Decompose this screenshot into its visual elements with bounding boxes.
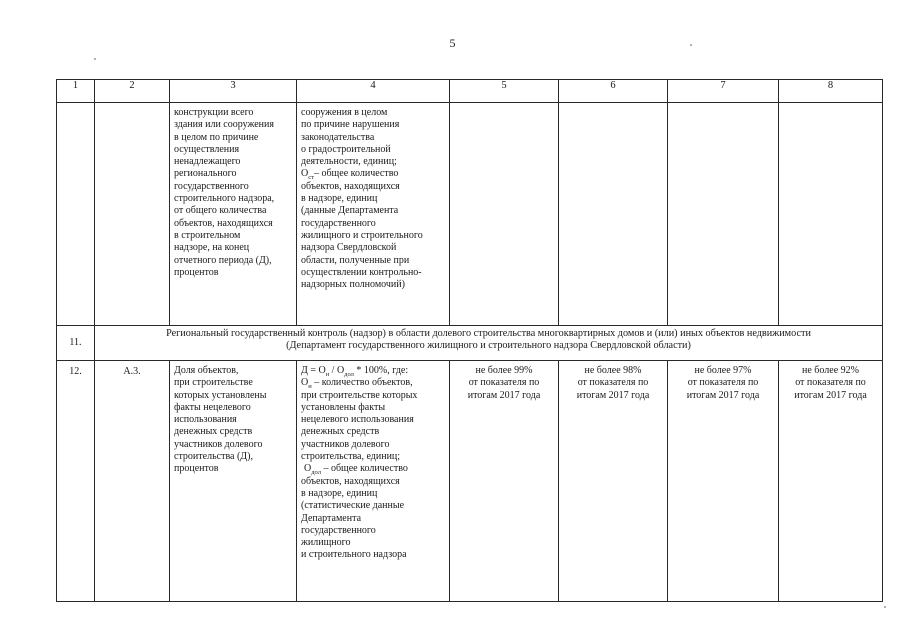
indicator-code: А.3. [95,361,170,602]
indicator-table [56,79,883,602]
table-row [57,103,883,326]
column-header: 6 [559,80,668,103]
table-cell [95,103,170,326]
scan-speck [884,606,886,608]
odol-definition: $О_{дол}$ – общее количество [304,463,408,477]
indicator-name-cell [170,361,297,602]
ost-definition: $О_{ст}-$ общее количество [301,168,399,182]
scan-speck [690,44,692,46]
column-header: 5 [450,80,559,103]
page-number: 5 [449,36,456,50]
column-header: 3 [170,80,297,103]
table-cell [450,103,559,326]
target-value-cell: не более 92% от показателя по итогам 2017 года [779,361,883,602]
column-header: 2 [95,80,170,103]
column-header: 7 [668,80,779,103]
table-cell [779,103,883,326]
target-value-cell: не более 98% от показателя по итогам 2017 года [559,361,668,602]
indicator-name-text: конструкции всего здания или сооружения в целом по причине осуществления ненадлежащего регионального государственного строительного надзора, от общего количества объектов, находящихся в строительном надзоре, на конец отчетного периода (Д), процентов [174,107,275,278]
indicator-name-text: Доля объектов, при строительстве которых установлены факты нецелевого использования денежных средств участников долевого строительства (Д), процентов [174,365,267,475]
on-definition: $О_н$ – количество объектов, [301,377,413,391]
target-value-cell: не более 97% от показателя по итогам 2017 года [668,361,779,602]
calculation-method-text: $Д = О_н / О_{дол} * 100\%$, где: $О_н$ – количество объектов, при строительстве которых установлены факты нецелевого использования денежных средств участников долевого строительства, единиц; $О_{дол}$ – общее количество объектов, находящихся в надзоре, единиц (статистические данные Департамента государственного жилищного и строительного надзора [301,365,446,562]
formula: $Д = О_н / О_{дол} * 100\%$, где: [301,365,409,378]
section-title-line: Региональный государственный контроль (надзор) в области долевого строительства многоквартирных домов и (или) иных объектов недвижимости [166,328,811,339]
indicator-name-cell [170,103,297,326]
calculation-method-cell [297,361,450,602]
calculation-method-cell [297,103,450,326]
table-row [57,361,883,602]
table-header-row [57,80,883,103]
section-title-line: (Департамент государственного жилищного и строительного надзора Свердловской области) [286,340,691,352]
table-cell [57,103,95,326]
table-cell [668,103,779,326]
table-cell [559,103,668,326]
row-number: 12. [57,361,95,602]
section-number: 11. [57,326,95,361]
column-header: 1 [57,80,95,103]
section-title [95,326,883,361]
scan-speck [94,58,96,60]
calculation-method-text: сооружения в целом по причине нарушения законодательства о градостроительной деятельности, единиц; $О_{ст}-$ общее количество объектов, находящихся в надзоре, единиц (данные Департамента государственного жилищного и строительного надзора Свердловской области, полученные при осуществлении контрольно- надзорных полномочий) [301,107,446,291]
column-header: 8 [779,80,883,103]
section-row [57,326,883,361]
column-header: 4 [297,80,450,103]
target-value-cell: не более 99% от показателя по итогам 2017 года [450,361,559,602]
